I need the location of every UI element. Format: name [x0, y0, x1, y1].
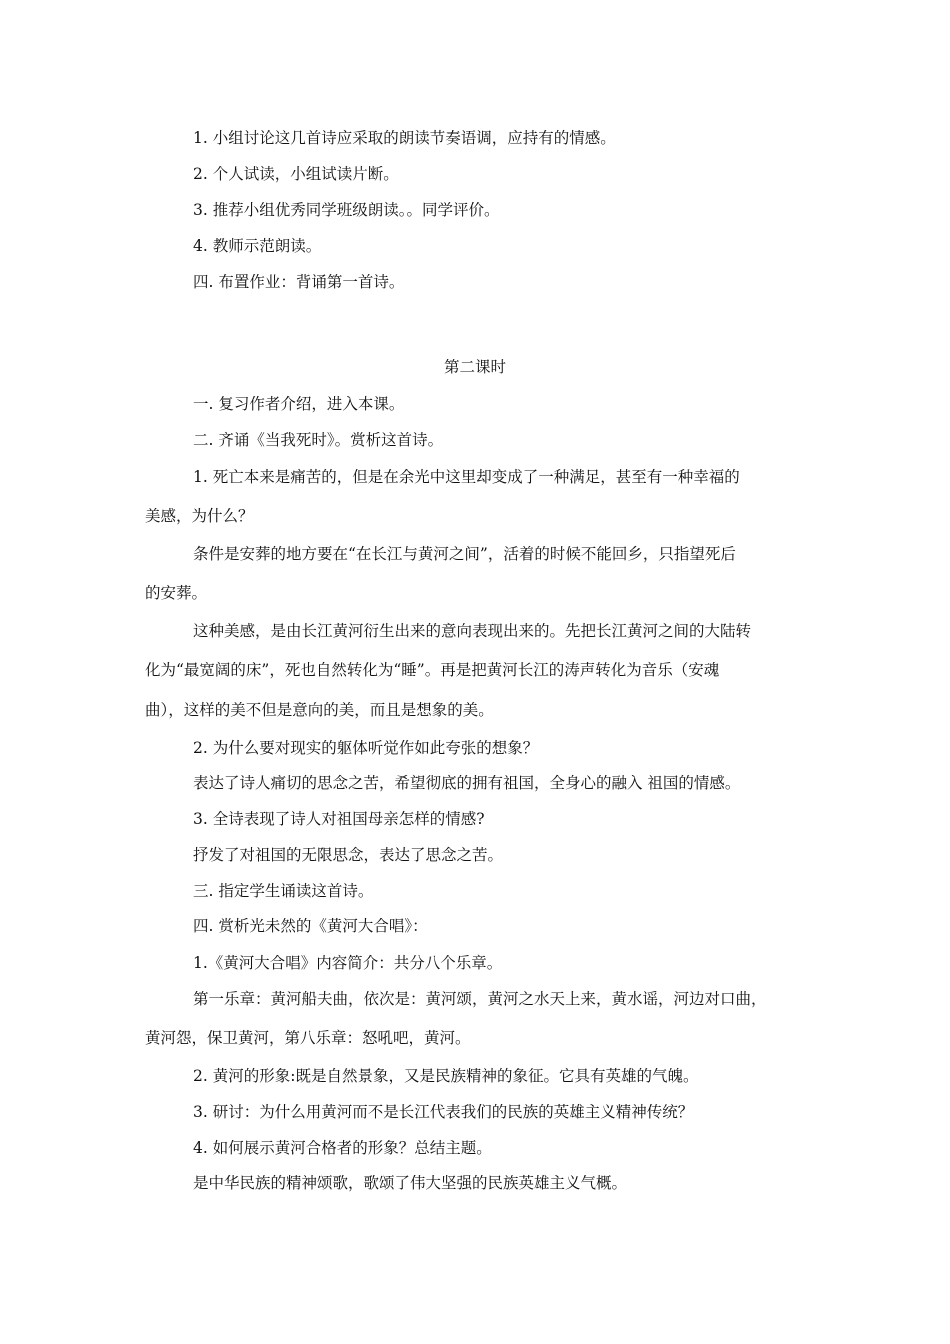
question-1: 1. 死亡本来是痛苦的，但是在余光中这里却变成了一种满足，甚至有一种幸福的 [193, 468, 740, 486]
answer-3: 抒发了对祖国的无限思念，表达了思念之苦。 [193, 846, 504, 864]
section-recite: 二. 齐诵《当我死时》。赏析这首诗。 [193, 431, 444, 449]
step-discuss: 1. 小组讨论这几首诗应采取的朗读节奏语调，应持有的情感。 [193, 129, 616, 147]
answer-1-para-2-cont: 化为“最宽阔的床”，死也自然转化为“睡”。再是把黄河长江的涛声转化为音乐（安魂 [145, 661, 720, 679]
question-3: 3. 全诗表现了诗人对祖国母亲怎样的情感? [193, 810, 485, 828]
question-1-cont: 美感，为什么？ [145, 507, 254, 525]
point-3: 3. 研讨：为什么用黄河而不是长江代表我们的民族的英雄主义精神传统？ [193, 1103, 694, 1121]
point-1: 1.《黄河大合唱》内容简介：共分八个乐章。 [193, 954, 503, 972]
question-2: 2. 为什么要对现实的躯体听觉作如此夸张的想象？ [193, 739, 539, 757]
section-title: 第二课时 [443, 358, 506, 376]
point-4-answer: 是中华民族的精神颂歌，歌颂了伟大坚强的民族英雄主义气概。 [193, 1174, 628, 1192]
answer-1-para-1: 条件是安葬的地方要在“在长江与黄河之间”，活着的时候不能回乡，只指望死后 [193, 545, 736, 563]
answer-1-para-1-cont: 的安葬。 [145, 584, 208, 602]
step-recommend: 3. 推荐小组优秀同学班级朗读。。同学评价。 [193, 201, 500, 219]
homework: 四. 布置作业：背诵第一首诗。 [193, 273, 405, 291]
answer-2: 表达了诗人痛切的思念之苦，希望彻底的拥有祖国，全身心的融入 祖国的情感。 [193, 774, 741, 792]
step-teacher-demo: 4. 教师示范朗读。 [193, 237, 322, 255]
point-2: 2. 黄河的形象:既是自然景象，又是民族精神的象征。它具有英雄的气魄。 [193, 1067, 699, 1085]
point-1-movements-cont: 黄河怨，保卫黄河，第八乐章：怒吼吧，黄河。 [145, 1029, 471, 1047]
point-4: 4. 如何展示黄河合格者的形象？总结主题。 [193, 1139, 492, 1157]
answer-1-para-2-end: 曲），这样的美不但是意向的美，而且是想象的美。 [145, 701, 494, 719]
section-appreciate: 四. 赏析光未然的《黄河大合唱》： [193, 917, 428, 935]
step-try-read: 2. 个人试读，小组试读片断。 [193, 165, 399, 183]
section-student-recite: 三. 指定学生诵读这首诗。 [193, 882, 374, 900]
answer-1-para-2: 这种美感，是由长江黄河衍生出来的意向表现出来的。先把长江黄河之间的大陆转 [193, 622, 752, 640]
point-1-movements: 第一乐章：黄河船夫曲，依次是：黄河颂，黄河之水天上来，黄水谣，河边对口曲， [193, 990, 767, 1008]
section-review: 一. 复习作者介绍，进入本课。 [193, 395, 405, 413]
